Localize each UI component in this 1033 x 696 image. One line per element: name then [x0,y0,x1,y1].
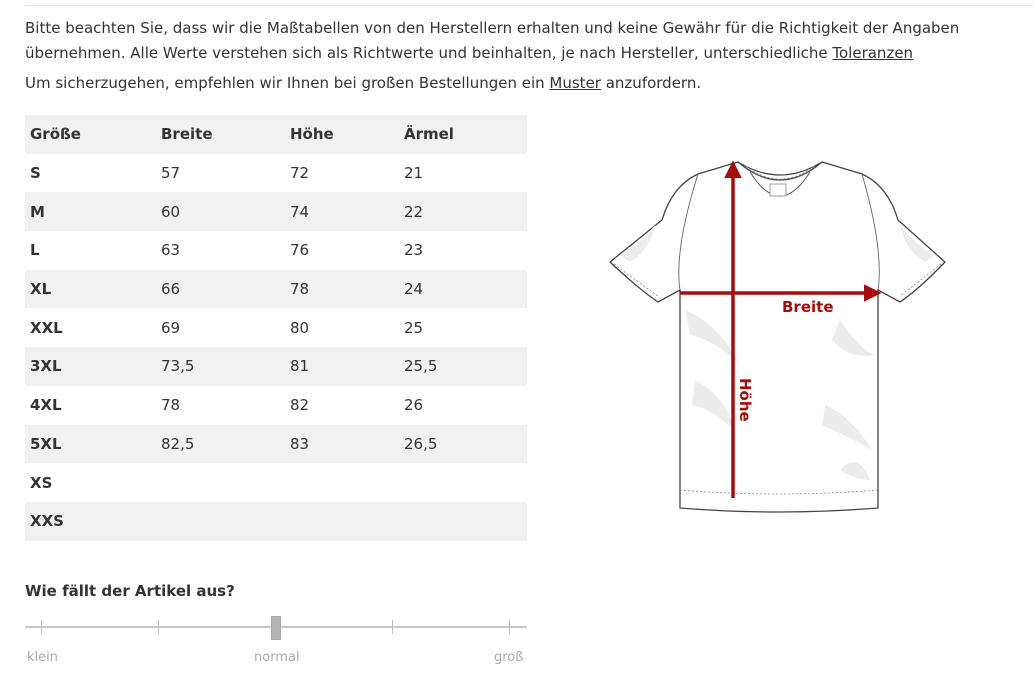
hoehe-cell: 72 [290,164,310,183]
fit-question: Wie fällt der Artikel aus? [25,582,235,600]
size-cell: M [30,202,45,221]
table-row [25,231,527,270]
fit-slider-thumb[interactable] [271,616,281,640]
size-table [25,115,527,541]
breite-cell: 69 [161,318,181,337]
header-breite: Breite [161,125,213,144]
table-row [25,308,527,347]
fit-slider-tick [158,620,159,634]
tshirt-measurement-illustration [600,150,955,520]
table-row [25,463,527,502]
breite-cell: 66 [161,280,181,299]
height-label: Höhe [736,378,754,422]
breite-cell [156,463,285,502]
size-notice [25,16,1030,96]
size-cell: XXS [30,512,64,531]
hoehe-cell: 82 [290,396,310,415]
fit-label-small: klein [27,650,58,665]
aermel-cell: 22 [404,202,424,221]
hoehe-cell: 81 [290,357,310,376]
size-cell: XXL [30,318,63,337]
size-cell: 5XL [30,434,62,453]
hoehe-cell: 78 [290,280,310,299]
aermel-cell: 25 [404,318,424,337]
header-aermel: Ärmel [404,125,454,144]
aermel-cell: 26 [404,396,424,415]
breite-cell: 60 [161,202,181,221]
breite-cell: 82,5 [161,434,195,453]
aermel-cell: 23 [404,241,424,260]
breite-cell: 63 [161,241,181,260]
notice-text-2: Um sicherzugehen, empfehlen wir Ihnen bei großen Bestellungen ein [25,74,550,92]
aermel-cell [399,502,527,541]
notice-text-3: anzufordern. [600,74,702,92]
fit-label-normal: normal [254,650,300,665]
table-row [25,425,527,464]
notice-text-1: Bitte beachten Sie, dass wir die Maßtabellen von den Herstellern erhalten und keine Gewähr für die Richtigkeit der Angaben übernehmen. Alle Werte verstehen sich als Richtwerte und beinhalten, je nach Hersteller, unterschiedliche [25,19,960,62]
fit-label-large: groß [494,650,524,665]
hoehe-cell: 80 [290,318,310,337]
width-label: Breite [782,298,834,316]
notice-paragraph-2 [25,71,1030,96]
fit-slider-tick [41,620,42,634]
breite-cell [156,502,285,541]
aermel-cell [399,463,527,502]
breite-cell: 57 [161,164,181,183]
table-row [25,154,527,193]
size-cell: XL [30,280,52,299]
header-hoehe: Höhe [290,125,334,144]
aermel-cell: 26,5 [404,434,438,453]
size-cell: S [30,164,41,183]
top-divider [25,5,1033,6]
hoehe-cell: 83 [290,434,310,453]
table-row [25,192,527,231]
table-row [25,347,527,386]
breite-cell: 78 [161,396,181,415]
toleranzen-link[interactable]: Toleranzen [832,43,914,62]
muster-link[interactable]: Muster [549,74,601,92]
table-row [25,270,527,309]
notice-paragraph-1 [25,16,1030,65]
fit-slider [25,616,527,640]
aermel-cell: 24 [404,280,424,299]
hoehe-cell: 76 [290,241,310,260]
fit-slider-tick [509,620,510,634]
size-cell: XS [30,473,53,492]
header-groesse: Größe [30,125,81,144]
fit-slider-tick [392,620,393,634]
hoehe-cell [285,502,399,541]
size-cell: L [30,241,40,260]
tshirt-icon [610,162,945,512]
aermel-cell: 21 [404,164,424,183]
breite-cell: 73,5 [161,357,195,376]
size-cell: 4XL [30,396,62,415]
table-row [25,502,527,541]
table-row [25,386,527,425]
table-header-row [25,115,527,154]
hoehe-cell: 74 [290,202,310,221]
aermel-cell: 25,5 [404,357,438,376]
hoehe-cell [285,463,399,502]
size-cell: 3XL [30,357,62,376]
